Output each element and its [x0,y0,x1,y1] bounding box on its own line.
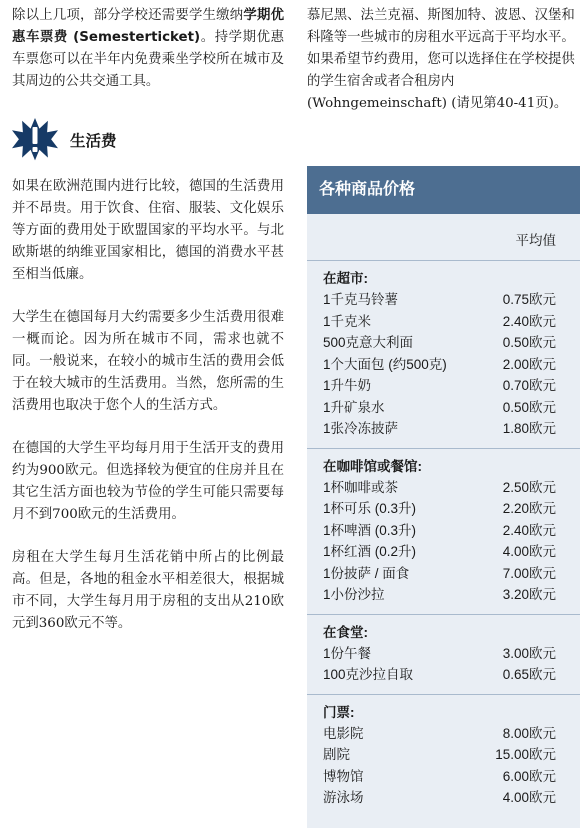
price-group-title: 在咖啡馆或餐馆: [323,458,422,474]
price-table [307,166,580,828]
intro-text: 除以上几项，部分学校还需要学生缴纳 [12,8,244,23]
item-name: 1张冷冻披萨 [323,421,399,436]
item-name: 1千克米 [323,313,372,329]
item-price: 0.75欧元 [502,292,556,307]
item-name: 剧院 [323,747,350,762]
item-price: 3.00欧元 [502,645,556,661]
price-item [323,744,556,766]
price-group-title: 门票: [323,704,355,720]
price-item [323,787,556,809]
price-item [323,584,556,606]
price-item [323,723,556,745]
price-item [323,643,556,665]
price-item [323,354,556,376]
price-item [323,311,556,333]
price-item [323,397,556,419]
item-name: 1升牛奶 [323,378,372,393]
price-group [307,261,580,449]
item-name: 1杯咖啡或茶 [323,479,399,495]
price-item [323,498,556,520]
price-groups [307,261,580,817]
item-name: 博物馆 [323,768,364,784]
item-price: 2.20欧元 [502,501,556,516]
item-name: 1个大面包 (约500克) [323,356,447,372]
item-name: 100克沙拉自取 [323,667,414,682]
paragraph-average-spend: 在德国的大学生平均每月用于生活开支的费用约为900欧元。但选择较为便宜的住房并且在其它生活方面也较为节俭的学生可能只需要每月不到700欧元的生活费用。 [12,441,284,522]
price-item [323,332,556,354]
price-group [307,615,580,695]
price-group [307,449,580,615]
item-price: 0.50欧元 [502,335,556,350]
item-price: 0.65欧元 [502,667,556,682]
price-item [323,418,556,440]
price-item [323,289,556,311]
item-price: 3.20欧元 [502,587,556,602]
price-item [323,477,556,499]
paragraph-monthly-needs: 大学生在德国每月大约需要多少生活费用很难一概而论。因为所在城市不同，需求也就不同。一般说来，在较小的城市生活的费用会低于在较大城市的生活费用。当然，您所需的生活费用也取决于您个人的生活方式。 [12,310,284,413]
item-price: 15.00欧元 [495,747,556,762]
section-title: 生活费 [70,132,117,150]
intro-text-end: 。持学期优惠车票您可以在半年内免费乘坐学校所在城市及其周边的公共交通工具。 [12,30,284,89]
item-name: 1杯红酒 (0.2升) [323,544,417,559]
price-item [323,664,556,686]
average-value-label: 平均值 [307,214,580,261]
item-price: 4.00欧元 [502,790,556,805]
item-price: 2.50欧元 [502,479,556,495]
item-name: 1升矿泉水 [323,399,385,415]
item-price: 7.00欧元 [502,565,556,581]
item-price: 6.00欧元 [502,768,556,784]
semesterticket-term: 学期优惠车票费 (Semesterticket) [12,8,285,45]
item-name: 1小份沙拉 [323,587,385,602]
item-price: 2.40欧元 [502,313,556,329]
item-name: 1份午餐 [323,645,372,661]
exclamation-badge-icon [12,117,58,163]
item-price: 0.70欧元 [502,378,556,393]
item-name: 1杯啤酒 (0.3升) [323,522,417,538]
paragraph-cost-comparison: 如果在欧洲范围内进行比较，德国的生活费用并不昂贵。用于饮食、住宿、服装、文化娱乐等方面的费用处于欧盟国家的平均水平。与北欧斯堪的纳维亚国家相比，德国的消费水平甚至相当低廉。 [12,179,284,282]
item-name: 1杯可乐 (0.3升) [323,501,417,516]
right-column [307,0,580,115]
item-name: 电影院 [323,725,364,741]
paragraph-rent: 房租在大学生每月生活花销中所占的比例最高。但是，各地的租金水平相差很大，根据城市不同，大学生每月用于房租的支出从210欧元到360欧元不等。 [12,550,284,631]
price-item [323,375,556,397]
price-item [323,766,556,788]
price-item [323,541,556,563]
paragraph-city-rent: 慕尼黑、法兰克福、斯图加特、波恩、汉堡和科隆等一些城市的房租水平远高于平均水平。 [307,8,575,45]
intro-paragraph [12,5,284,93]
item-price: 2.40欧元 [502,522,556,538]
price-item [323,563,556,585]
item-price: 0.50欧元 [502,399,556,415]
price-item [323,520,556,542]
item-name: 1千克马铃薯 [323,292,399,307]
price-group-title: 在食堂: [323,624,368,640]
item-price: 4.00欧元 [502,544,556,559]
item-price: 8.00欧元 [502,725,556,741]
price-table-title: 各种商品价格 [307,166,580,214]
section-heading [12,114,284,166]
item-price: 1.80欧元 [502,421,556,436]
paragraph-save-costs: 如果希望节约费用，您可以选择住在学校提供的学生宿舍或者合租房内 (Wohngemeinschaft) (请见第40-41页)。 [307,52,575,111]
item-name: 游泳场 [323,790,364,805]
item-name: 500克意大利面 [323,335,414,350]
item-name: 1份披萨 / 面食 [323,565,410,581]
left-column [12,0,284,656]
price-group [307,695,580,817]
price-group-title: 在超市: [323,271,368,286]
item-price: 2.00欧元 [502,356,556,372]
